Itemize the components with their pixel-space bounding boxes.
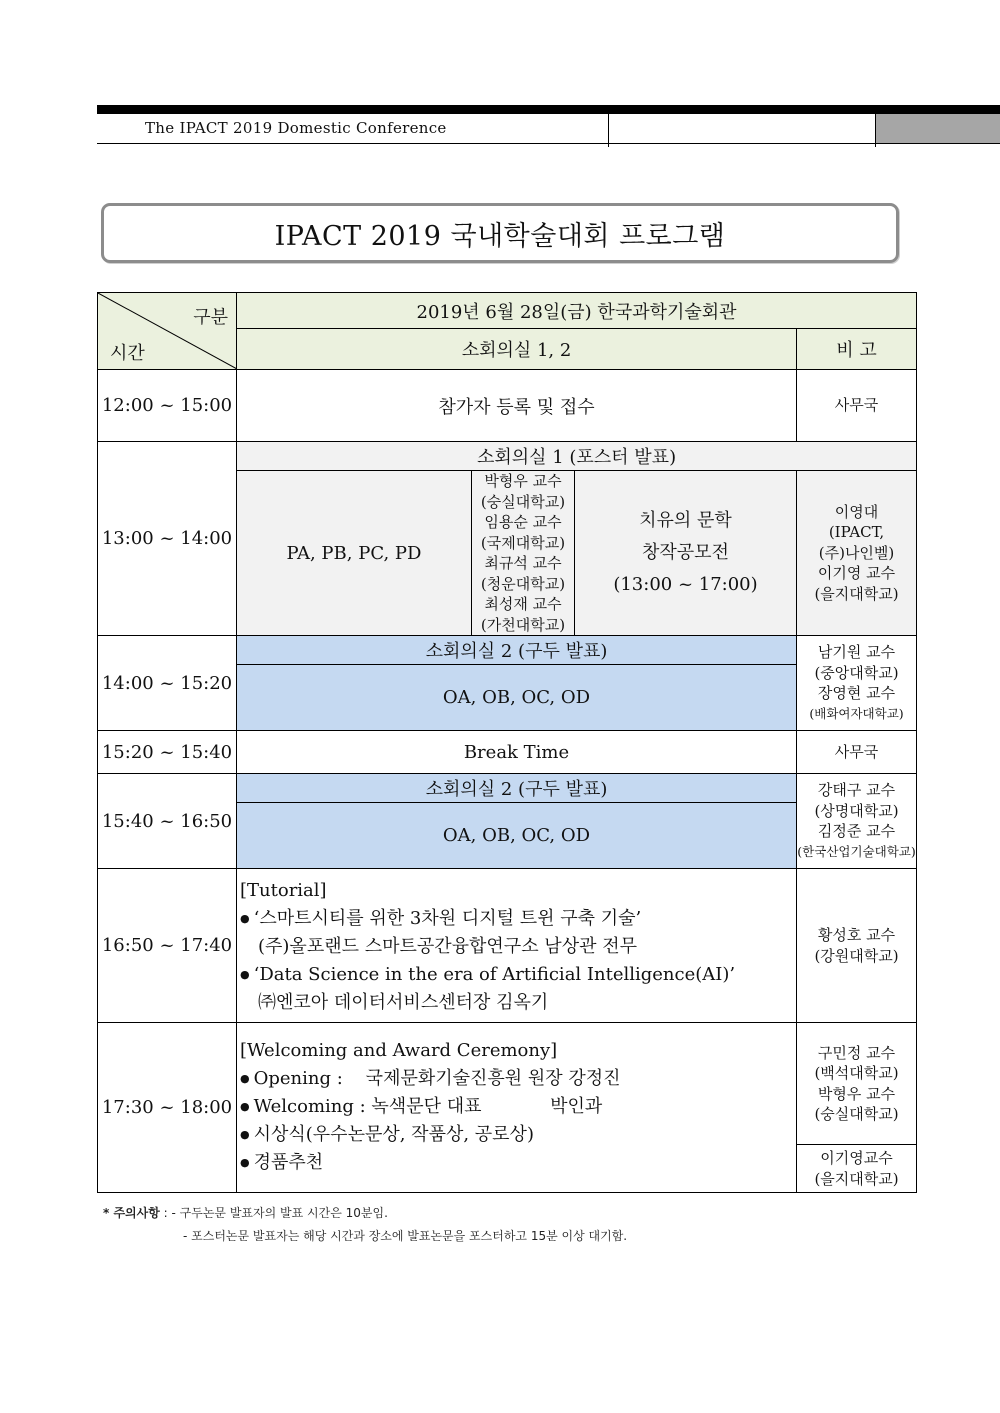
event-line: 창작공모전 (642, 542, 729, 563)
time-label: 시간 (110, 343, 145, 364)
tutorial-title: ‘Data Science in the era of Artificial Intelligence(AI)’ (253, 964, 736, 985)
list-item (240, 1065, 794, 1093)
time-cell: 17:30 ~ 18:00 (98, 1023, 237, 1193)
sessions-cell: OA, OB, OC, OD (237, 803, 797, 869)
remark-cell (797, 1145, 917, 1193)
sessions-cell: OA, OB, OC, OD (237, 665, 797, 731)
remark-line: (을지대학교) (814, 1169, 899, 1188)
note-line: : - 구두논문 발표자의 발표 시간은 10분임. (163, 1206, 388, 1220)
judge-line: 최규석 교수 (484, 554, 562, 572)
category-label: 구분 (193, 307, 228, 328)
remark-line: (한국산업기술대학교) (797, 843, 916, 859)
remark-line: 이기영 교수 (817, 564, 896, 583)
ceremony-item: 경품추천 (253, 1152, 324, 1173)
time-cell: 16:50 ~ 17:40 (98, 869, 237, 1023)
ceremony-item: 시상식(우수논문상, 작품상, 공로상) (253, 1124, 534, 1145)
notes-section (103, 1204, 627, 1244)
remark-line: (주)나인벨) (818, 543, 895, 562)
judge-line: (국제대학교) (480, 533, 566, 552)
remark-line: (배화여자대학교) (809, 705, 904, 721)
remark-line: 강태구 교수 (817, 781, 896, 799)
subheader-cell: 소회의실 1 (포스터 발표) (237, 442, 917, 471)
remark-line: 이영대 (834, 502, 879, 521)
schedule-table (97, 292, 917, 1193)
event-line: 치유의 문학 (639, 510, 732, 531)
table-row (98, 869, 917, 1023)
bullet-icon: ● (240, 968, 250, 981)
bullet-icon: ● (240, 1072, 250, 1085)
ceremony-cell (237, 1023, 797, 1193)
subheader-cell: 소회의실 2 (구두 발표) (237, 774, 797, 803)
list-item (240, 1149, 794, 1177)
remark-line: (을지대학교) (814, 584, 899, 603)
judge-line: (숭실대학교) (480, 492, 566, 511)
remark-line: (중앙대학교) (814, 663, 899, 682)
remark-line: (강원대학교) (814, 946, 899, 965)
list-item (240, 1121, 794, 1149)
bullet-icon: ● (240, 1156, 250, 1169)
table-row (98, 442, 917, 471)
content-cell: 참가자 등록 및 접수 (237, 370, 797, 442)
ceremony-item: Welcoming : 녹색문단 대표 박인과 (253, 1096, 603, 1117)
program-title: IPACT 2019 국내학술대회 프로그램 (274, 220, 726, 252)
table-row (98, 370, 917, 442)
remark-cell: 사무국 (797, 731, 917, 774)
remarks-header-cell: 비 고 (797, 329, 917, 370)
remark-cell (797, 636, 917, 731)
list-item (240, 961, 794, 989)
corner-header-cell (98, 293, 237, 370)
ceremony-heading: [Welcoming and Award Ceremony] (240, 1040, 558, 1061)
remark-line: (상명대학교) (814, 801, 899, 820)
tutorial-title: ‘스마트시티를 위한 3차원 디지털 트윈 구축 기술’ (253, 908, 642, 929)
judge-line: (가천대학교) (480, 615, 566, 634)
remark-line: (IPACT, (828, 523, 885, 542)
event-cell (575, 471, 797, 636)
remark-cell (797, 774, 917, 869)
time-cell: 14:00 ~ 15:20 (98, 636, 237, 731)
remark-line: 박형우 교수 (817, 1084, 896, 1103)
table-row (98, 774, 917, 803)
bullet-icon: ● (240, 912, 250, 925)
header-divider (608, 114, 609, 147)
list-item (240, 1093, 794, 1121)
remark-line: 장영현 교수 (817, 684, 896, 702)
header-underline (97, 143, 1000, 144)
time-cell: 15:40 ~ 16:50 (98, 774, 237, 869)
program-title-box (101, 203, 899, 263)
notes-label: * 주의사항 (103, 1206, 160, 1220)
list-item (240, 905, 794, 933)
table-row (98, 731, 917, 774)
remark-line: 이기영교수 (820, 1149, 893, 1167)
header-rule (97, 105, 1000, 114)
remark-line: 김정준 교수 (817, 822, 896, 840)
remark-cell (797, 869, 917, 1023)
tutorial-heading: [Tutorial] (240, 880, 327, 901)
time-cell: 15:20 ~ 15:40 (98, 731, 237, 774)
judge-line: 최성재 교수 (484, 595, 562, 613)
table-row (98, 636, 917, 665)
running-header (97, 105, 1000, 147)
tutorial-speaker: (주)올포랜드 스마트공간융합연구소 남상관 전무 (258, 936, 637, 957)
table-row (98, 1023, 917, 1145)
remark-line: 남기원 교수 (817, 643, 896, 661)
time-cell: 12:00 ~ 15:00 (98, 370, 237, 442)
remark-line: (숭실대학교) (814, 1105, 899, 1123)
tutorial-cell (237, 869, 797, 1023)
header-gray-block (876, 114, 1000, 143)
ceremony-item: Opening : 국제문화기술진흥원 원장 강정진 (253, 1068, 621, 1089)
bullet-icon: ● (240, 1128, 250, 1141)
judge-line: 임용순 교수 (484, 513, 562, 531)
judge-line: 박형우 교수 (484, 472, 562, 490)
room-header-cell: 소회의실 1, 2 (237, 329, 797, 370)
bullet-icon: ● (240, 1100, 250, 1113)
time-cell: 13:00 ~ 14:00 (98, 442, 237, 636)
event-line: (13:00 ~ 17:00) (613, 574, 758, 595)
remark-line: 황성호 교수 (817, 926, 896, 944)
judges-cell (472, 471, 575, 636)
remark-cell (797, 1023, 917, 1145)
note-line: - 포스터논문 발표자는 해당 시간과 장소에 발표논문을 포스터하고 15분 이상 대기함. (183, 1229, 628, 1243)
tutorial-speaker: ㈜엔코아 데이터서비스센터장 김옥기 (258, 992, 549, 1013)
remark-cell: 사무국 (797, 370, 917, 442)
content-cell: Break Time (237, 731, 797, 774)
remark-cell (797, 471, 917, 636)
date-venue-cell: 2019년 6월 28일(금) 한국과학기술회관 (237, 293, 917, 329)
sessions-cell: PA, PB, PC, PD (237, 471, 472, 636)
running-title: The IPACT 2019 Domestic Conference (145, 119, 447, 137)
subheader-cell: 소회의실 2 (구두 발표) (237, 636, 797, 665)
judge-line: (청운대학교) (480, 574, 566, 593)
remark-line: (백석대학교) (814, 1064, 899, 1082)
remark-line: 구민정 교수 (817, 1043, 896, 1062)
